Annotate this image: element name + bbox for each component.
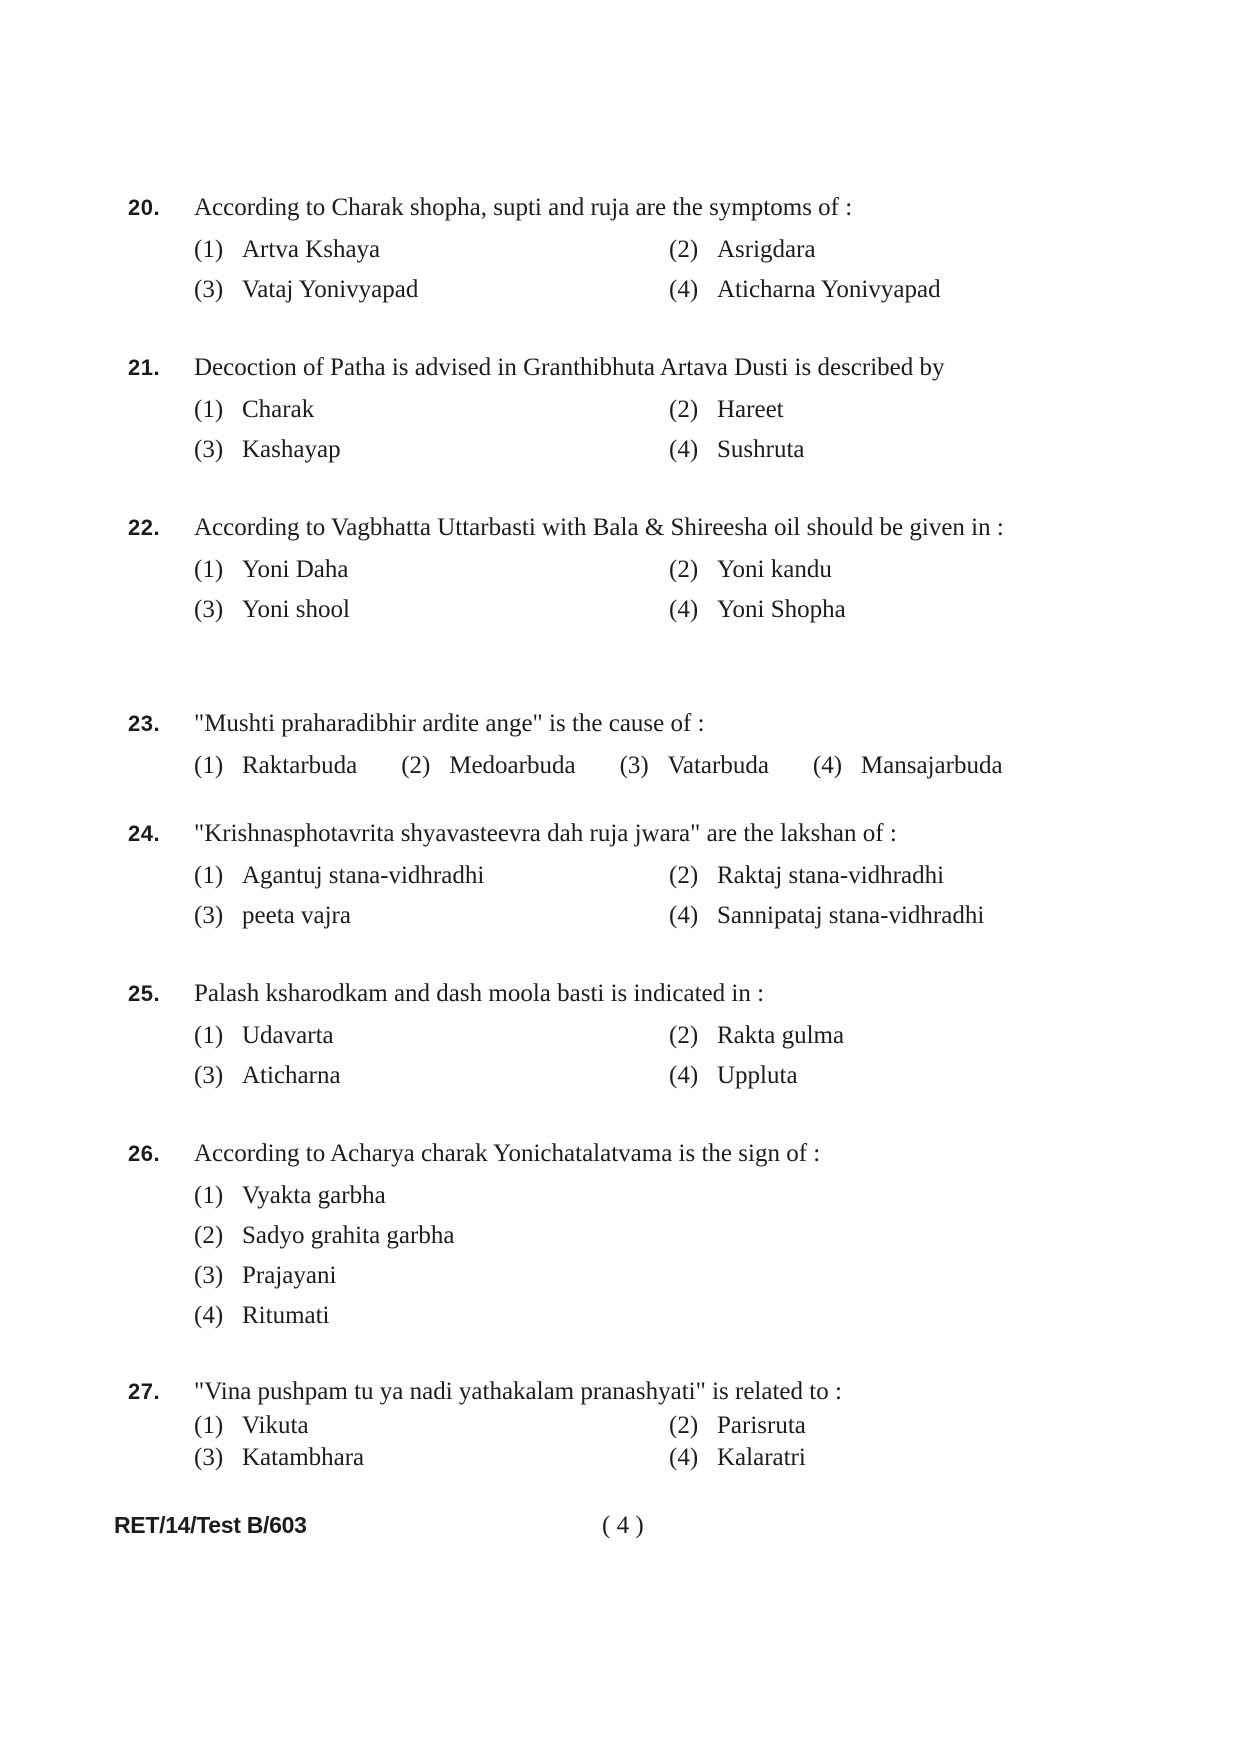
option-text: Artva Kshaya (242, 236, 381, 263)
option-text: Agantuj stana-vidhradhi (242, 862, 485, 889)
option-2 (401, 752, 575, 780)
option-4 (194, 1302, 1144, 1330)
option-text: peeta vajra (242, 902, 351, 929)
option-number: (1) (194, 752, 224, 779)
question-text: Palash ksharodkam and dash moola basti is indicated in : (194, 980, 765, 1007)
option-3 (194, 1262, 1144, 1290)
option-number: (1) (194, 236, 224, 263)
option-3 (194, 596, 669, 624)
option-1 (194, 236, 669, 264)
option-text: Mansajarbuda (860, 752, 1003, 779)
option-text: Vikuta (242, 1412, 309, 1439)
question-26 (128, 1136, 1138, 1330)
question-number: 22. (128, 515, 161, 540)
option-text: Uppluta (717, 1062, 798, 1089)
options (194, 862, 1138, 930)
option-4 (813, 752, 1003, 780)
option-4 (669, 276, 1144, 304)
option-number: (1) (194, 556, 224, 583)
option-1 (194, 556, 669, 584)
option-number: (1) (194, 1022, 224, 1049)
option-4 (669, 902, 1144, 930)
option-number: (2) (194, 1222, 224, 1249)
option-number: (4) (669, 436, 699, 463)
option-number: (3) (194, 1062, 224, 1089)
option-4 (669, 436, 1144, 464)
option-1 (194, 1022, 669, 1050)
options (194, 1022, 1138, 1090)
options (194, 752, 1138, 780)
option-1 (194, 752, 357, 780)
option-text: Aticharna Yonivyapad (717, 276, 941, 303)
option-number: (2) (401, 752, 431, 779)
question-27 (128, 1374, 1138, 1472)
options (194, 556, 1138, 624)
option-text: Yoni Daha (242, 556, 349, 583)
question-number: 25. (128, 981, 161, 1006)
option-text: Raktarbuda (242, 752, 358, 779)
option-number: (3) (194, 276, 224, 303)
option-text: Medoarbuda (449, 752, 576, 779)
option-number: (2) (669, 1022, 699, 1049)
option-text: Vatarbuda (667, 752, 769, 779)
option-3 (194, 436, 669, 464)
question-22 (128, 510, 1138, 624)
option-text: Katambhara (242, 1444, 365, 1471)
option-text: Charak (242, 396, 315, 423)
option-number: (3) (194, 596, 224, 623)
option-number: (1) (194, 396, 224, 423)
option-text: Sadyo grahita garbha (242, 1222, 455, 1249)
option-text: Kalaratri (717, 1444, 806, 1471)
option-number: (1) (194, 1182, 224, 1209)
question-number: 23. (128, 711, 161, 736)
option-text: Prajayani (242, 1262, 337, 1289)
option-number: (2) (669, 1412, 699, 1439)
option-number: (4) (812, 752, 843, 779)
option-1 (194, 1412, 669, 1440)
question-text: According to Charak shopha, supti and ruja are the symptoms of : (194, 194, 853, 221)
option-number: (2) (669, 556, 699, 583)
option-number: (2) (669, 396, 699, 423)
options (194, 396, 1138, 464)
options (194, 236, 1138, 304)
option-text: Raktaj stana-vidhradhi (717, 862, 945, 889)
options (194, 1412, 1138, 1472)
option-2 (669, 236, 1144, 264)
option-number: (3) (194, 1444, 224, 1471)
option-number: (3) (619, 752, 649, 779)
option-number: (3) (194, 436, 224, 463)
option-4 (669, 1062, 1144, 1090)
option-number: (3) (194, 1262, 224, 1289)
option-number: (2) (669, 862, 699, 889)
option-text: Rakta gulma (717, 1022, 845, 1049)
option-2 (669, 1412, 1144, 1440)
option-text: Hareet (717, 396, 784, 423)
question-text: Decoction of Patha is advised in Granthibhuta Artava Dusti is described by (194, 354, 945, 381)
option-text: Aticharna (242, 1062, 341, 1089)
option-text: Sushruta (717, 436, 805, 463)
option-2 (669, 862, 1144, 890)
option-text: Udavarta (242, 1022, 334, 1049)
option-4 (669, 1444, 1144, 1472)
option-3 (194, 902, 669, 930)
option-text: Ritumati (242, 1302, 330, 1329)
option-number: (3) (194, 902, 224, 929)
option-text: Vataj Yonivyapad (242, 276, 419, 303)
option-4 (669, 596, 1144, 624)
question-20 (128, 190, 1138, 304)
option-text: Yoni shool (242, 596, 350, 623)
question-number: 24. (128, 821, 161, 846)
test-code: RET/14/Test B/603 (114, 1512, 307, 1538)
option-text: Asrigdara (717, 236, 816, 263)
option-1 (194, 862, 669, 890)
question-number: 26. (128, 1141, 161, 1166)
question-number: 27. (128, 1379, 161, 1404)
question-24 (128, 816, 1138, 930)
option-2 (669, 396, 1144, 424)
option-3 (194, 1062, 669, 1090)
option-3 (194, 276, 669, 304)
question-text: According to Vagbhatta Uttarbasti with Bala & Shireesha oil should be given in : (194, 514, 1004, 541)
option-text: Yoni Shopha (717, 596, 846, 623)
option-number: (1) (194, 1412, 224, 1439)
option-1 (194, 1182, 1144, 1210)
option-number: (4) (669, 1062, 699, 1089)
option-text: Kashayap (242, 436, 341, 463)
question-number: 20. (128, 195, 161, 220)
option-3 (620, 752, 769, 780)
option-number: (2) (669, 236, 699, 263)
option-1 (194, 396, 669, 424)
question-text: "Krishnasphotavrita shyavasteevra dah ruja jwara" are the lakshan of : (194, 820, 897, 847)
option-number: (4) (194, 1302, 224, 1329)
option-text: Vyakta garbha (242, 1182, 386, 1209)
question-21 (128, 350, 1138, 464)
option-text: Yoni kandu (717, 556, 832, 583)
option-number: (4) (669, 902, 699, 929)
option-2 (194, 1222, 1144, 1250)
option-3 (194, 1444, 669, 1472)
option-text: Sannipataj stana-vidhradhi (717, 902, 985, 929)
option-2 (669, 1022, 1144, 1050)
question-text: "Vina pushpam tu ya nadi yathakalam pranashyati" is related to : (194, 1378, 842, 1405)
question-23 (128, 706, 1138, 780)
option-number: (4) (669, 1444, 699, 1471)
option-number: (1) (194, 862, 224, 889)
question-number: 21. (128, 355, 161, 380)
page-footer (114, 1512, 1114, 1552)
question-text: "Mushti praharadibhir ardite ange" is the cause of : (194, 710, 705, 737)
question-25 (128, 976, 1138, 1090)
option-number: (4) (669, 596, 699, 623)
page-number: ( 4 ) (602, 1512, 644, 1539)
option-number: (4) (669, 276, 699, 303)
option-text: Parisruta (717, 1412, 806, 1439)
question-text: According to Acharya charak Yonichatalatvama is the sign of : (194, 1140, 821, 1167)
option-2 (669, 556, 1144, 584)
options (194, 1182, 1138, 1330)
